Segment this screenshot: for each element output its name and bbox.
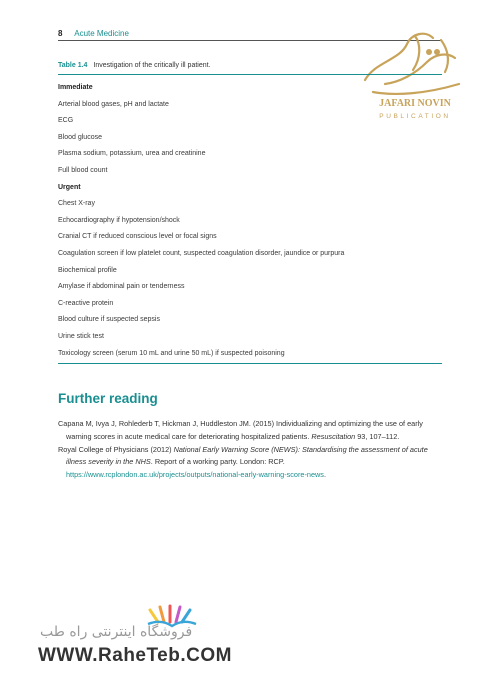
- table-row: Coagulation screen if low platelet count, suspected coagulation disorder, jaundice or purpura: [58, 249, 345, 257]
- reference-title: National Early Warning Score (NEWS): Standardising the assessment of acute illness severity in the NHS: [66, 444, 428, 467]
- page-number: 8: [58, 29, 63, 38]
- table-row: Plasma sodium, potassium, urea and creatinine: [58, 150, 206, 158]
- further-reading-title: Further reading: [58, 391, 158, 406]
- store-name: فروشگاه اینترنتی راه طب: [40, 624, 193, 640]
- table-row: ECG: [58, 117, 74, 125]
- table-row: Urine stick test: [58, 332, 104, 340]
- table-row: Biochemical profile: [58, 266, 117, 274]
- table-section-heading: Immediate: [58, 84, 93, 91]
- logo-name: JAFARI NOVIN: [379, 98, 451, 109]
- reference-journal: Resuscitation: [311, 431, 356, 441]
- reference-list: [58, 418, 434, 482]
- table-row: Blood culture if suspected sepsis: [58, 316, 160, 324]
- table-row: Cranial CT if reduced conscious level or focal signs: [58, 233, 217, 241]
- table-body: [58, 80, 442, 362]
- table-row: Echocardiography if hypotension/shock: [58, 216, 180, 224]
- table-section-heading: Urgent: [58, 183, 81, 191]
- table-row: C-reactive protein: [58, 299, 114, 307]
- table-row: Full blood count: [58, 166, 108, 174]
- table-row: Blood glucose: [58, 133, 102, 141]
- reference-link[interactable]: https://www.rcplondon.ac.uk/projects/outputs/national-early-warning-score-news: [66, 470, 324, 480]
- table-bottom-rule: [58, 363, 442, 364]
- table-caption: [58, 62, 211, 69]
- reference-item: [58, 444, 434, 482]
- table-row: Toxicology screen (serum 10 mL and urine 50 mL) if suspected poisoning: [58, 349, 285, 357]
- reference-text: . Report of a working party. London: RCP.: [150, 457, 285, 467]
- logo-subtitle: PUBLICATION: [379, 113, 451, 120]
- reference-text: Capana M, Ivya J, Rohlederb T, Hickman J, Huddleston JM. (2015) Individualizing and optimizing the use of early warning scores in acute medical care for deteriorating hospitalized patients.: [58, 419, 423, 441]
- reference-text: 93, 107–112.: [355, 431, 400, 441]
- running-title: Acute Medicine: [74, 29, 129, 38]
- table-number: Table 1.4: [58, 62, 88, 69]
- reference-text: Royal College of Physicians (2012): [58, 444, 174, 454]
- book-icon: [148, 606, 196, 626]
- reference-text: .: [323, 470, 326, 480]
- reference-item: [58, 418, 434, 444]
- table-caption-text: Investigation of the critically ill patient.: [93, 62, 211, 69]
- table-row: Chest X-ray: [58, 200, 95, 208]
- table-top-rule: [58, 74, 442, 75]
- table-row: Arterial blood gases, pH and lactate: [58, 100, 169, 108]
- running-head: [58, 29, 129, 38]
- store-url[interactable]: WWW.RaheTeb.COM: [38, 645, 232, 666]
- table-row: Amylase if abdominal pain or tenderness: [58, 283, 185, 291]
